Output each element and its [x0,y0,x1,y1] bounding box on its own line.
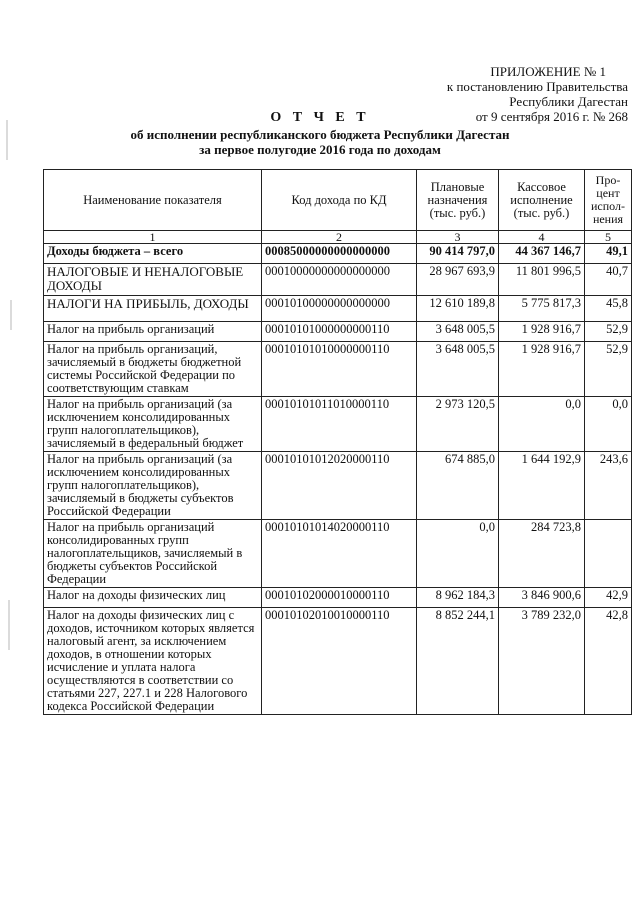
index-cell: 3 [417,231,499,244]
row-name: Налог на прибыль организаций [44,322,262,342]
header-plan: Плановые назначения (тыс. руб.) [417,170,499,231]
row-percent: 40,7 [585,264,632,296]
row-actual: 44 367 146,7 [499,244,585,264]
row-code: 00010102000010000110 [262,588,417,608]
row-plan: 28 967 693,9 [417,264,499,296]
report-period: за первое полугодие 2016 года по доходам [199,142,441,157]
scan-mark [10,300,12,330]
row-name: Налог на прибыль организаций (за исключением консолидированных групп налогоплательщиков), зачисляемый в федеральный бюджет [44,397,262,452]
row-code: 00010101010000000110 [262,342,417,397]
index-cell: 4 [499,231,585,244]
row-code: 00010102010010000110 [262,608,417,715]
row-code: 00010101000000000110 [262,322,417,342]
header-name: Наименование показателя [44,170,262,231]
row-percent: 49,1 [585,244,632,264]
row-plan: 3 648 005,5 [417,322,499,342]
table-index-row [44,231,632,244]
table-row [44,264,632,296]
row-percent: 42,9 [585,588,632,608]
report-subtitle: об исполнении республиканского бюджета Республики Дагестан [130,127,510,142]
row-actual: 11 801 996,5 [499,264,585,296]
header-code: Код дохода по КД [262,170,417,231]
row-actual: 3 789 232,0 [499,608,585,715]
row-plan: 90 414 797,0 [417,244,499,264]
row-name: Налог на прибыль организаций, зачисляемый в бюджеты бюджетной системы Российской Федерации по соответствующим ставкам [44,342,262,397]
row-plan: 12 610 189,8 [417,296,499,322]
table-row [44,588,632,608]
revenue-table [43,169,632,715]
row-plan: 0,0 [417,520,499,588]
index-cell: 1 [44,231,262,244]
row-percent: 0,0 [585,397,632,452]
row-percent: 243,6 [585,452,632,520]
row-actual: 5 775 817,3 [499,296,585,322]
report-title: О Т Ч Е Т [270,110,370,125]
header-actual: Кассовое исполнение (тыс. руб.) [499,170,585,231]
row-percent: 52,9 [585,342,632,397]
row-percent [585,520,632,588]
row-percent: 52,9 [585,322,632,342]
table-row [44,520,632,588]
row-actual: 1 928 916,7 [499,342,585,397]
scan-mark [6,120,8,160]
table-row [44,452,632,520]
table-row [44,322,632,342]
row-name: Доходы бюджета – всего [44,244,262,264]
row-actual: 3 846 900,6 [499,588,585,608]
appendix-republic: Республики Дагестан [509,94,628,109]
row-code: 00010101011010000110 [262,397,417,452]
row-name: Налог на доходы физических лиц с доходов, источником которых является налоговый агент, за исключением доходов, в отношении которых исчисление и уплата налога осуществляются в соответствии со статьями 227, 227.1 и 228 Налогового кодекса Российской Федерации [44,608,262,715]
row-code: 00085000000000000000 [262,244,417,264]
row-percent: 42,8 [585,608,632,715]
row-actual: 1 928 916,7 [499,322,585,342]
table-header-row [44,170,632,231]
row-actual: 1 644 192,9 [499,452,585,520]
table-row [44,296,632,322]
row-name: НАЛОГИ НА ПРИБЫЛЬ, ДОХОДЫ [44,296,262,322]
row-actual: 284 723,8 [499,520,585,588]
appendix-number: ПРИЛОЖЕНИЕ № 1 [490,64,606,79]
scan-mark [8,600,10,650]
row-actual: 0,0 [499,397,585,452]
row-plan: 3 648 005,5 [417,342,499,397]
row-name: НАЛОГОВЫЕ И НЕНАЛОГОВЫЕ ДОХОДЫ [44,264,262,296]
row-code: 00010000000000000000 [262,264,417,296]
index-cell: 2 [262,231,417,244]
row-plan: 8 962 184,3 [417,588,499,608]
table-row [44,397,632,452]
row-plan: 674 885,0 [417,452,499,520]
table-row [44,342,632,397]
row-plan: 8 852 244,1 [417,608,499,715]
appendix-date: от 9 сентября 2016 г. № 268 [475,109,628,124]
table-row [44,608,632,715]
row-percent: 45,8 [585,296,632,322]
index-cell: 5 [585,231,632,244]
row-code: 00010100000000000000 [262,296,417,322]
header-percent: Про-цент испол-нения [585,170,632,231]
row-code: 00010101012020000110 [262,452,417,520]
row-name: Налог на доходы физических лиц [44,588,262,608]
row-name: Налог на прибыль организаций (за исключением консолидированных групп налогоплательщиков), зачисляемый в бюджеты субъектов Российской Федерации [44,452,262,520]
row-code: 00010101014020000110 [262,520,417,588]
row-plan: 2 973 120,5 [417,397,499,452]
appendix-reference: к постановлению Правительства [446,79,628,94]
table-row [44,244,632,264]
row-name: Налог на прибыль организаций консолидированных групп налогоплательщиков, зачисляемый в бюджеты субъектов Российской Федерации [44,520,262,588]
